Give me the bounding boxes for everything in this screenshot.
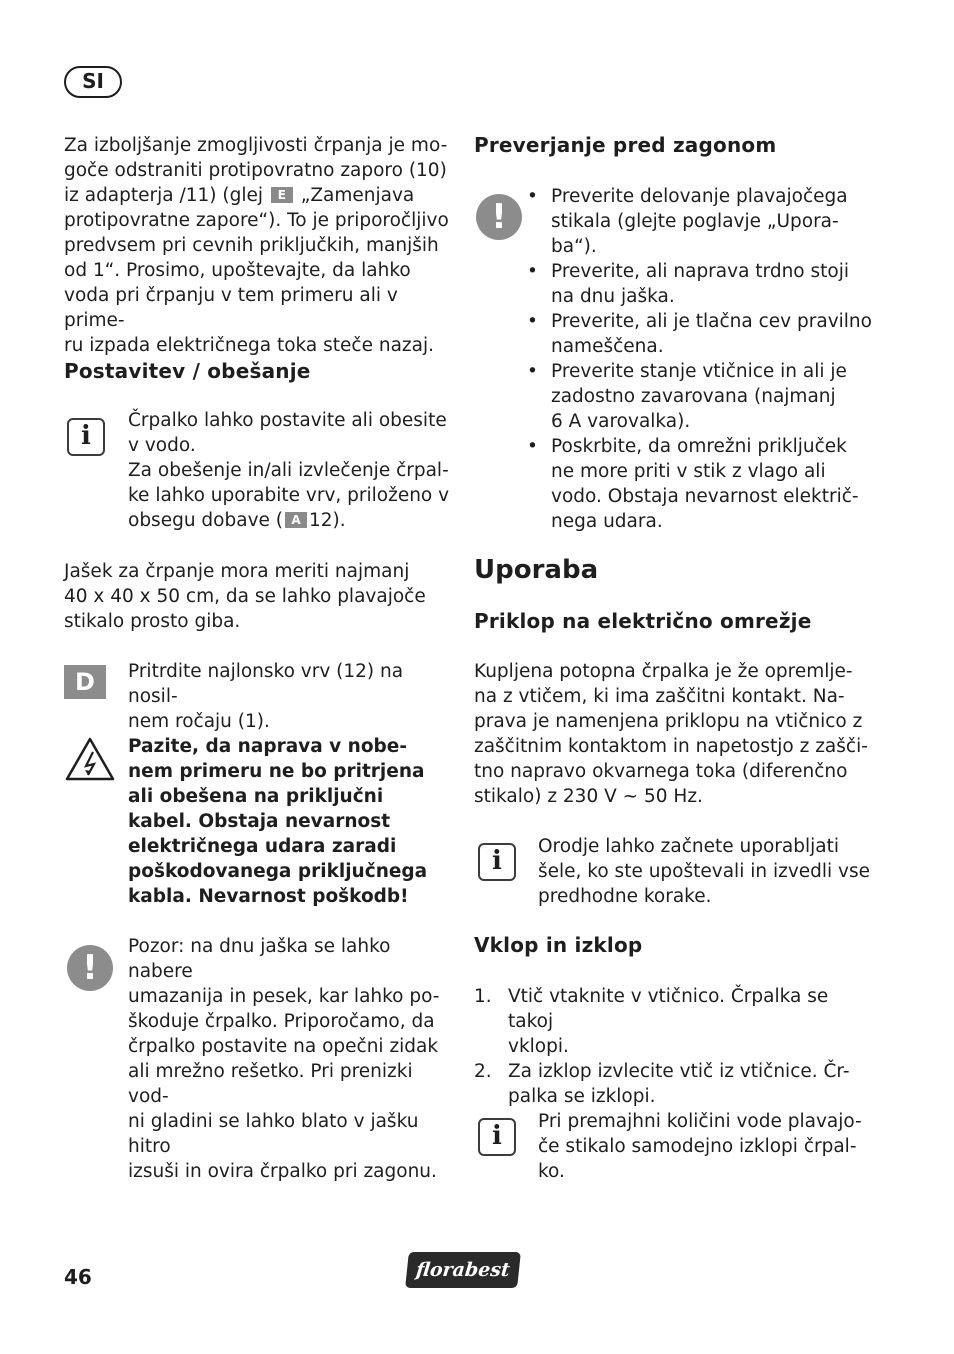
caution-line: ni gladini se lahko blato v jašku hitro <box>128 1111 419 1157</box>
caution-line: umazanija in pesek, kar lahko po- <box>128 986 440 1007</box>
pre-check-list <box>527 184 872 534</box>
list-item-line: Preverite, ali je tlačna cev pravilno <box>551 311 872 332</box>
shaft-paragraph <box>64 559 454 634</box>
list-item-line: vodo. Obstaja nevarnost električ- <box>551 486 859 507</box>
mains-paragraph <box>474 659 869 809</box>
info-text: obsegu dobave ( <box>128 510 284 531</box>
info-float-switch <box>538 1109 878 1184</box>
intro-line: voda pri črpanju v tem primeru ali v prime- <box>64 285 398 331</box>
intro-line: ru izpada električnega toka steče nazaj. <box>64 335 434 356</box>
list-item-line: Poskrbite, da omrežni priključek <box>551 436 847 457</box>
list-item <box>527 359 872 434</box>
list-item-line: nega udara. <box>551 511 663 532</box>
list-item-line: Preverite, ali naprava trdno stoji <box>551 261 849 282</box>
language-badge: SI <box>64 66 122 98</box>
list-item-line: Preverite stanje vtičnice in ali je <box>551 361 847 382</box>
warning-line: ali obešena na priključni <box>128 786 384 807</box>
list-item <box>474 984 869 1059</box>
intro-paragraph <box>64 133 454 358</box>
shaft-line: Jašek za črpanje mora meriti najmanj <box>64 561 410 582</box>
list-item <box>527 259 872 309</box>
caution-line: izsuši in ovira črpalko pri zagonu. <box>128 1161 437 1182</box>
info-line: v vodo. <box>128 435 196 456</box>
mains-line: prava je namenjena priklopu na vtičnico z <box>474 711 863 732</box>
info-line: ke lahko uporabite vrv, priloženo v <box>128 485 450 506</box>
step-d-line: Pritrdite najlonsko vrv (12) na nosil- <box>128 661 404 707</box>
mains-line: na z vtičem, ki ima zaščitni kontakt. Na- <box>474 686 845 707</box>
warning-text <box>128 734 458 909</box>
heading-usage: Uporaba <box>474 555 599 585</box>
intro-text: „Zamenjava <box>300 185 415 206</box>
brand-logo: florabest <box>405 1252 521 1288</box>
warning-line: poškodovanega priključnega <box>128 861 428 882</box>
list-item-line: 6 A varovalka). <box>551 411 691 432</box>
list-item-line: ba“). <box>551 236 597 257</box>
warning-line: kabla. Nevarnost poškodb! <box>128 886 409 907</box>
heading-on-off: Vklop in izklop <box>474 933 643 957</box>
info-line: predhodne korake. <box>538 886 712 907</box>
list-item-line: Preverite delovanje plavajočega <box>551 186 848 207</box>
info-line: Črpalko lahko postavite ali obesite <box>128 410 447 431</box>
step-number: 1. <box>474 986 492 1007</box>
intro-text: iz adapterja /11) (glej <box>64 185 263 206</box>
warning-line: električnega udara zaradi <box>128 836 397 857</box>
info-line: Pri premajhni količini vode plavajo- <box>538 1111 862 1132</box>
caution-line: črpalko postavite na opečni zidak <box>128 1036 439 1057</box>
info-line: Za obešenje in/ali izvlečenje črpal- <box>128 460 449 481</box>
info-placement <box>128 408 458 533</box>
step-line: vklopi. <box>508 1036 569 1057</box>
electric-warning-icon <box>64 736 116 782</box>
mains-line: Kupljena potopna črpalka je že opremlje- <box>474 661 853 682</box>
list-item <box>474 1059 869 1109</box>
intro-line: Za izboljšanje zmogljivosti črpanja je mo- <box>64 135 448 156</box>
step-number: 2. <box>474 1061 492 1082</box>
step-d-line: nem ročaju (1). <box>128 711 270 732</box>
info-line: ko. <box>538 1161 565 1182</box>
on-off-steps <box>474 984 869 1109</box>
list-item-line: zadostno zavarovana (najmanj <box>551 386 836 407</box>
warning-line: nem primeru ne bo pritrjena <box>128 761 425 782</box>
exclamation-icon: ! <box>476 194 522 240</box>
mains-line: zaščitnim kontaktom in napetostjo z zašči- <box>474 736 868 757</box>
warning-line: kabel. Obstaja nevarnost <box>128 811 391 832</box>
heading-pre-check: Preverjanje pred zagonom <box>474 133 777 157</box>
list-item-line: nameščena. <box>551 336 664 357</box>
page-number: 46 <box>64 1265 92 1289</box>
heading-mains: Priklop na električno omrežje <box>474 609 812 633</box>
info-line: Orodje lahko začnete uporabljati <box>538 836 840 857</box>
step-line: palka se izklopi. <box>508 1086 656 1107</box>
figure-ref-a: A <box>285 512 307 528</box>
shaft-line: 40 x 40 x 50 cm, da se lahko plavajoče <box>64 586 426 607</box>
list-item <box>527 434 872 534</box>
intro-line: protipovratne zapore“). To je priporočljivo <box>64 210 449 231</box>
list-item-line: na dnu jaška. <box>551 286 675 307</box>
list-item <box>527 309 872 359</box>
info-ready <box>538 834 878 909</box>
intro-line: od 1“. Prosimo, upoštevajte, da lahko <box>64 260 411 281</box>
info-icon: i <box>67 418 105 456</box>
info-line: če stikalo samodejno izklopi črpal- <box>538 1136 857 1157</box>
caution-line: Pozor: na dnu jaška se lahko nabere <box>128 936 391 982</box>
info-line: šele, ko ste upoštevali in izvedli vse <box>538 861 871 882</box>
info-icon: i <box>478 843 516 881</box>
list-item <box>527 184 872 259</box>
info-line <box>128 508 458 533</box>
caution-text <box>128 934 458 1184</box>
caution-line: škoduje črpalko. Priporočamo, da <box>128 1011 435 1032</box>
mains-line: tno napravo okvarnega toka (diferenčno <box>474 761 848 782</box>
caution-line: ali mrežno rešetko. Pri prenizki vod- <box>128 1061 413 1107</box>
shaft-line: stikalo prosto giba. <box>64 611 241 632</box>
intro-line: goče odstraniti protipovratno zaporo (10) <box>64 160 447 181</box>
step-d-label: D <box>64 665 106 699</box>
step-line: Za izklop izvlecite vtič iz vtičnice. Čr- <box>508 1061 850 1082</box>
info-icon: i <box>478 1118 516 1156</box>
list-item-line: stikala (glejte poglavje „Upora- <box>551 211 839 232</box>
step-d-text <box>128 659 458 734</box>
intro-line: predvsem pri cevnih priključkih, manjših <box>64 235 439 256</box>
mains-line: stikalo) z 230 V ~ 50 Hz. <box>474 786 703 807</box>
intro-line <box>64 183 454 208</box>
warning-line: Pazite, da naprava v nobe- <box>128 736 408 757</box>
list-item-line: ne more priti v stik z vlago ali <box>551 461 826 482</box>
exclamation-icon: ! <box>67 945 113 991</box>
heading-placement: Postavitev / obešanje <box>64 359 311 383</box>
figure-ref-e: E <box>271 187 293 203</box>
info-text: 12). <box>309 510 346 531</box>
step-line: Vtič vtaknite v vtičnico. Črpalka se takoj <box>508 986 829 1032</box>
